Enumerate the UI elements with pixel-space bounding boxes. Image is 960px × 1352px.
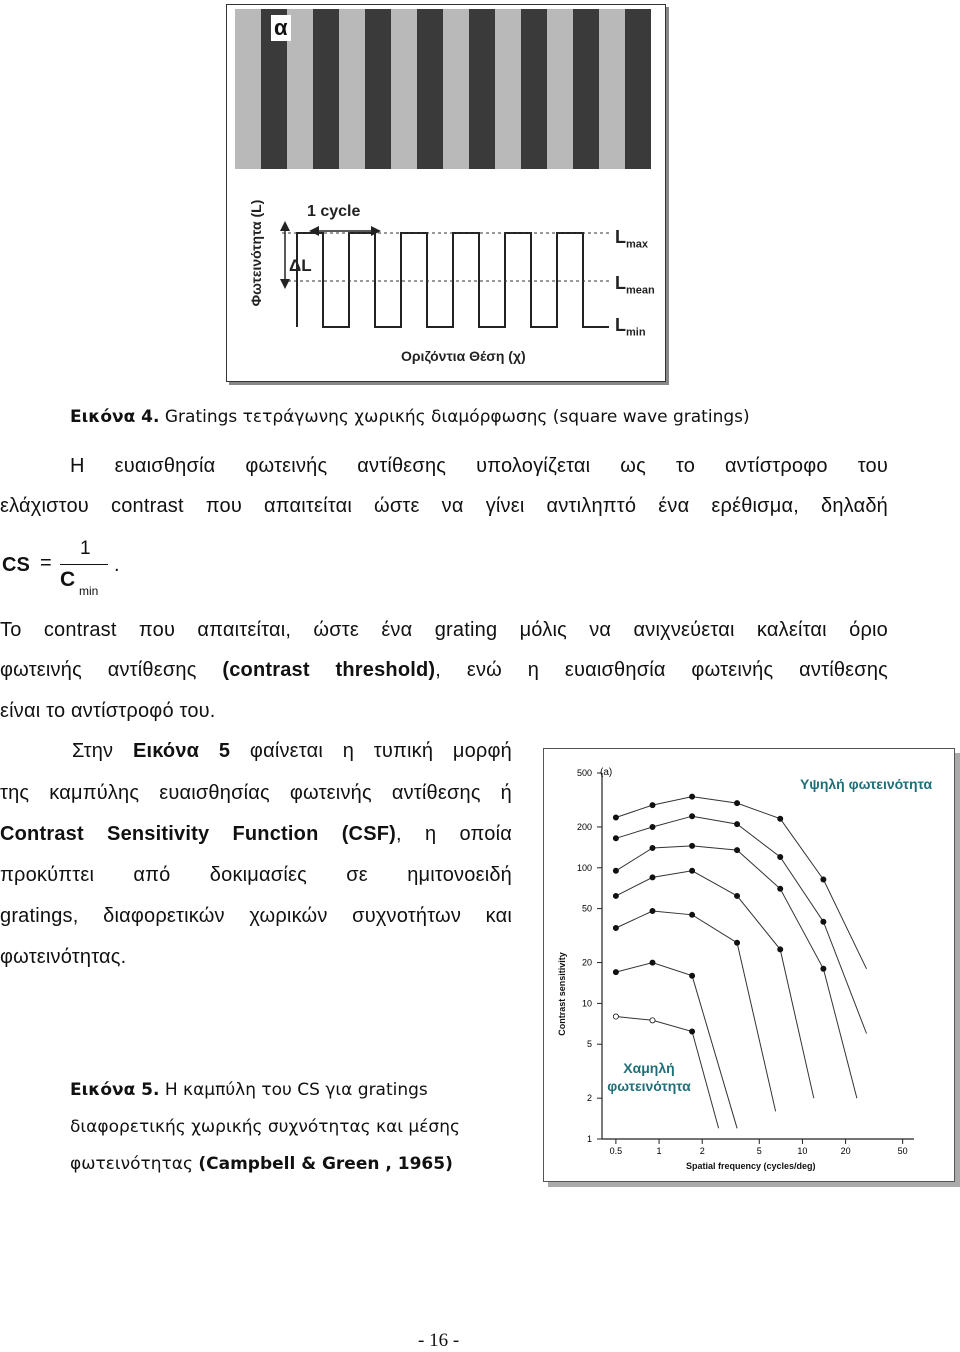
csf-y-tick-label: 50 bbox=[581, 903, 592, 914]
csf-y-tick-label: 1 bbox=[586, 1134, 592, 1144]
caption-4-text: Gratings τετράγωνης χωρικής διαμόρφωσης (square wave gratings) bbox=[159, 407, 750, 427]
csf-x-tick-label: 0.5 bbox=[609, 1146, 623, 1156]
grating-stripe bbox=[469, 9, 495, 169]
panel-letter: α bbox=[271, 15, 291, 41]
caption-5-line-1: Εικόνα 5. Η καμπύλη του CS για gratings bbox=[70, 1080, 428, 1100]
csf-data-point bbox=[689, 868, 694, 873]
grating-stripe bbox=[573, 9, 599, 169]
cs-formula bbox=[2, 538, 142, 604]
formula-denominator-sub: min bbox=[79, 584, 99, 598]
delta-arrow-head bbox=[280, 221, 290, 231]
y-axis-label: Φωτεινότητα (L) bbox=[248, 199, 264, 307]
csf-y-tick-label: 2 bbox=[586, 1093, 592, 1104]
paragraph-2-line-2: φωτεινής αντίθεσης (contrast threshold), ενώ η ευαισθησία φωτεινής αντίθεσης bbox=[0, 659, 888, 681]
csf-data-point bbox=[613, 815, 618, 820]
csf-x-tick-label: 2 bbox=[699, 1146, 705, 1156]
formula-lhs: CS bbox=[2, 554, 30, 576]
csf-data-point bbox=[613, 868, 618, 873]
lmin-label: $L_{min}$ bbox=[615, 315, 646, 339]
csf-y-tick-label: 5 bbox=[586, 1039, 592, 1050]
csf-data-point bbox=[689, 794, 694, 799]
delta-label: ΔL bbox=[289, 256, 312, 275]
delta-arrow-tail bbox=[280, 279, 290, 289]
csf-data-point bbox=[613, 836, 618, 841]
page-number: - 16 - bbox=[418, 1330, 460, 1351]
panel-tag: (a) bbox=[600, 767, 613, 778]
csf-x-tick-label: 10 bbox=[797, 1146, 808, 1156]
csf-data-point bbox=[613, 925, 618, 930]
csf-y-label: Contrast sensitivity bbox=[557, 952, 567, 1036]
grating-illustration bbox=[227, 5, 665, 381]
low-luminance-label: Χαμηλή φωτεινότητα bbox=[607, 1060, 691, 1094]
grating-stripe bbox=[417, 9, 443, 169]
csf-data-point bbox=[689, 973, 694, 978]
csf-data-point bbox=[650, 908, 655, 913]
grating-stripe bbox=[313, 9, 339, 169]
formula-equals: = bbox=[40, 552, 52, 574]
high-luminance-label: Υψηλή φωτεινότητα bbox=[799, 776, 933, 792]
csf-series-line-6 bbox=[616, 963, 737, 1129]
paragraph-3-line-1: Στην Εικόνα 5 φαίνεται η τυπική μορφή bbox=[72, 740, 512, 762]
csf-data-point bbox=[734, 800, 739, 805]
csf-data-point bbox=[821, 919, 826, 924]
paragraph-3-line-3: Contrast Sensitivity Function (CSF), η οποία bbox=[0, 823, 513, 845]
grating-stripe bbox=[625, 9, 651, 169]
csf-x-label: Spatial frequency (cycles/deg) bbox=[686, 1161, 816, 1171]
csf-data-point bbox=[650, 960, 655, 965]
paragraph-3-line-6: φωτεινότητας. bbox=[0, 946, 127, 968]
csf-data-point bbox=[821, 966, 826, 971]
csf-y-tick-label: 10 bbox=[581, 998, 592, 1009]
paragraph-2-line-1: Το contrast που απαιτείται, ώστε ένα grating μόλις να ανιχνεύεται καλείται όριο bbox=[0, 619, 888, 641]
csf-data-point bbox=[778, 947, 783, 952]
csf-x-tick-label: 1 bbox=[656, 1146, 662, 1156]
formula-denominator: C bbox=[60, 568, 76, 591]
square-wave bbox=[297, 233, 609, 327]
x-axis-label: Οριζόντια Θέση (χ) bbox=[401, 348, 526, 364]
caption-5-line-3: φωτεινότητας (Campbell & Green , 1965) bbox=[70, 1154, 453, 1174]
formula-numerator: 1 bbox=[80, 538, 91, 559]
csf-y-tick-label: 200 bbox=[576, 821, 592, 832]
caption-4-label: Εικόνα 4. bbox=[70, 407, 160, 427]
csf-data-point bbox=[778, 854, 783, 859]
formula-period: . bbox=[114, 554, 120, 576]
csf-y-tick-label: 500 bbox=[576, 768, 592, 778]
grating-stripe bbox=[521, 9, 547, 169]
csf-y-tick-label: 100 bbox=[576, 862, 592, 873]
csf-data-point bbox=[689, 814, 694, 819]
lmax-label: $L_{max}$ bbox=[615, 227, 649, 251]
csf-data-point bbox=[778, 886, 783, 891]
csf-data-point bbox=[613, 893, 618, 898]
caption-figure-4 bbox=[70, 407, 750, 427]
csf-x-tick-label: 50 bbox=[897, 1146, 908, 1156]
cycle-label: 1 cycle bbox=[307, 203, 361, 220]
paragraph-2-line-3: είναι το αντίστροφό του. bbox=[0, 700, 216, 722]
csf-data-point bbox=[778, 816, 783, 821]
csf-data-point bbox=[689, 912, 694, 917]
csf-data-point bbox=[650, 1018, 655, 1023]
paragraph-3-line-2: της καμπύλης ευαισθησίας φωτεινής αντίθεσης ή bbox=[0, 782, 512, 804]
paragraph-3-line-5: gratings, διαφορετικών χωρικών συχνοτήτων και bbox=[0, 905, 512, 927]
paragraph-3-line-4: προκύπτει από δοκιμασίες σε ημιτονοειδή bbox=[0, 864, 512, 886]
grating-stripe bbox=[365, 9, 391, 169]
csf-data-point bbox=[821, 877, 826, 882]
csf-data-point bbox=[650, 824, 655, 829]
csf-x-tick-label: 5 bbox=[756, 1146, 762, 1156]
figure-4 bbox=[226, 4, 666, 382]
csf-series-line-1 bbox=[616, 797, 867, 969]
csf-chart-svg bbox=[544, 749, 954, 1181]
fraction-bar bbox=[60, 564, 108, 565]
csf-data-point bbox=[689, 1029, 694, 1034]
csf-data-point bbox=[613, 970, 618, 975]
csf-data-point bbox=[613, 1014, 618, 1019]
csf-data-point bbox=[734, 940, 739, 945]
csf-data-point bbox=[689, 843, 694, 848]
caption-5-line-2: διαφορετικής χωρικής συχνότητας και μέσης bbox=[70, 1117, 460, 1137]
figure-5-csf-chart bbox=[543, 748, 955, 1182]
csf-data-point bbox=[650, 875, 655, 880]
lmean-label: $L_{mean}$ bbox=[615, 273, 655, 297]
csf-y-tick-label: 20 bbox=[581, 957, 592, 968]
csf-data-point bbox=[650, 802, 655, 807]
csf-data-point bbox=[734, 848, 739, 853]
csf-data-point bbox=[734, 821, 739, 826]
csf-x-tick-label: 20 bbox=[840, 1146, 851, 1156]
csf-data-point bbox=[650, 845, 655, 850]
csf-data-point bbox=[734, 893, 739, 898]
cycle-arrow-left bbox=[309, 226, 319, 236]
paragraph-1-line-2: ελάχιστου contrast που απαιτείται ώστε να γίνει αντιληπτό ένα ερέθισμα, δηλαδή bbox=[0, 495, 888, 517]
paragraph-1-line-1: Η ευαισθησία φωτεινής αντίθεσης υπολογίζεται ως το αντίστροφο του bbox=[70, 455, 888, 477]
